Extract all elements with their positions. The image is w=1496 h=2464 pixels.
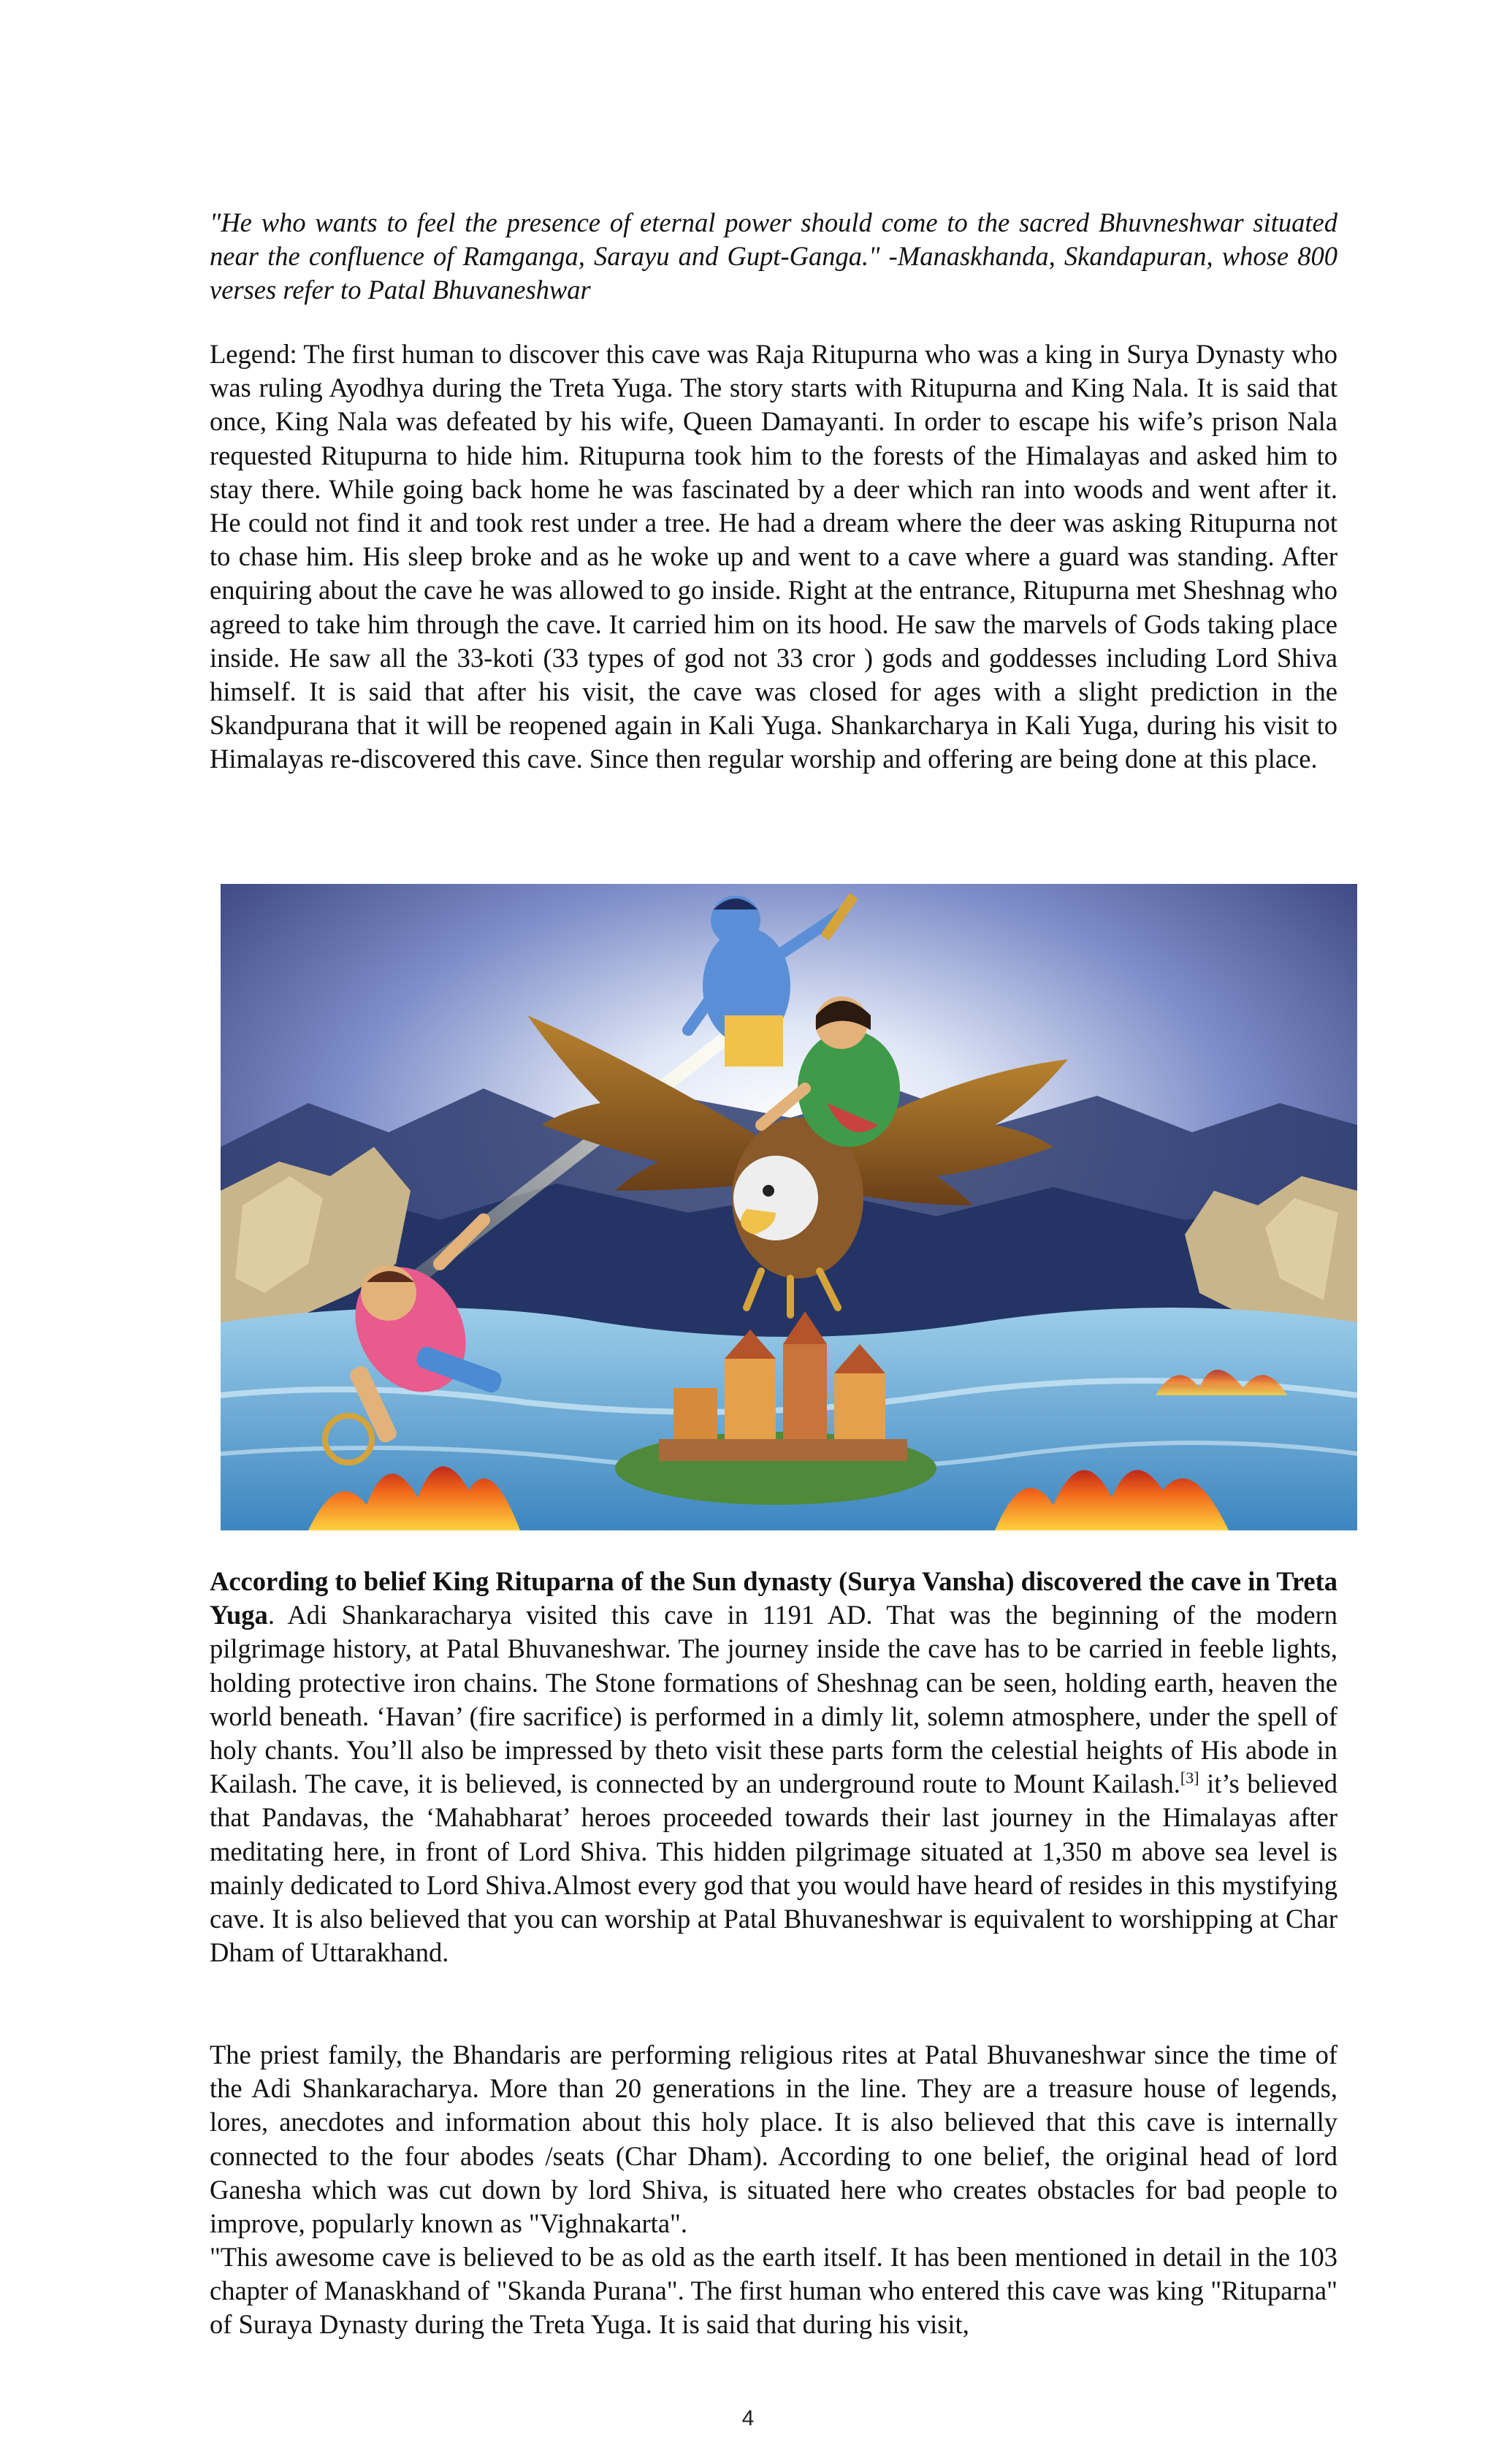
mythological-illustration (221, 884, 1357, 1530)
citation-link[interactable]: [3] (1180, 1769, 1199, 1788)
awesome-cave-paragraph (210, 2240, 1337, 2342)
awesome-text: "This awesome cave is believed to be as old as the earth itself. It has been mentioned in detail in the 103 chapter of Manaskhand of "Skanda Purana". The first human who entered this cave was king "Rituparna" of Suraya Dynasty during the Treta Yuga. It is said that during his visit, (210, 2242, 1337, 2340)
priest-family-paragraph (210, 2038, 1337, 2240)
quote-text: "He who wants to feel the presence of eternal power should come to the sacred Bhuvneshwar situated near the confluence of Ramganga, Sarayu and Gupt-Ganga." -Manaskhanda, Skandapuran, whose 800 verses refer to Patal Bhuvaneshwar (210, 207, 1337, 305)
legend-paragraph (210, 337, 1337, 777)
priest-text: The priest family, the Bhandaris are performing religious rites at Patal Bhuvaneshwar since the time of the Adi Shankaracharya. More than 20 generations in the line. They are a treasure house of legends, lores, anecdotes and information about this holy place. It is also believed that this cave is internally connected to the four abodes /seats (Char Dham). According to one belief, the original head of lord Ganesha which was cut down by lord Shiva, is situated here who creates obstacles for bad people to improve, popularly known as "Vighnakarta". (210, 2040, 1337, 2239)
page-number: 4 (741, 2406, 755, 2430)
belief-text-part1: . Adi Shankaracharya visited this cave in 1191 AD. That was the beginning of the modern pilgrimage history, at Patal Bhuvaneshwar. The journey inside the cave has to be carried in feeble lights, holding protective iron chains. The Stone formations of Sheshnag can be seen, holding earth, heaven the world beneath. ‘Havan’ (fire sacrifice) is performed in a dimly lit, solemn atmosphere, under the spell of holy chants. You’ll also be impressed by theto visit these parts form the celestial heights of His abode in Kailash. The cave, it is believed, is connected by an underground route to Mount Kailash. (210, 1600, 1337, 1799)
belief-text (210, 1565, 1337, 1969)
quote-paragraph (210, 206, 1337, 308)
belief-bold-text: According to belief King Rituparna of the Sun dynasty (Surya Vansha) discovered the cave in Treta Yuga (210, 1566, 1337, 1630)
legend-text: Legend: The first human to discover this cave was Raja Ritupurna who was a king in Surya Dynasty who was ruling Ayodhya during the Treta Yuga. The story starts with Ritupurna and King Nala. It is said that once, King Nala was defeated by his wife, Queen Damayanti. In order to escape his wife’s prison Nala requested Ritupurna to hide him. Ritupurna took him to the forests of the Himalayas and asked him to stay there. While going back home he was fascinated by a deer which ran into woods and went after it. He could not find it and took rest under a tree. He had a dream where the deer was asking Ritupurna not to chase him. His sleep broke and as he woke up and went to a cave where a guard was standing. After enquiring about the cave he was allowed to go inside. Right at the entrance, Ritupurna met Sheshnag who agreed to take him through the cave. It carried him on its hood. He saw the marvels of Gods taking place inside. He saw all the 33-koti (33 types of god not 33 cror ) gods and goddesses including Lord Shiva himself. It is said that after his visit, the cave was closed for ages with a slight prediction in the Skandpurana that it will be reopened again in Kali Yuga. Shankarcharya in Kali Yuga, during his visit to Himalayas re-discovered this cave. Since then regular worship and offering are being done at this place. (210, 339, 1337, 774)
belief-paragraph (210, 1565, 1337, 1969)
belief-text-part2: it’s believed that Pandavas, the ‘Mahabharat’ heroes proceeded towards their last journey in the Himalayas after meditating here, in front of Lord Shiva. This hidden pilgrimage situated at 1,350 m above sea level is mainly dedicated to Lord Shiva.Almost every god that you would have heard of resides in this mystifying cave. It is also believed that you can worship at Patal Bhuvaneshwar is equivalent to worshipping at Char Dham of Uttarakhand. (210, 1769, 1338, 1968)
